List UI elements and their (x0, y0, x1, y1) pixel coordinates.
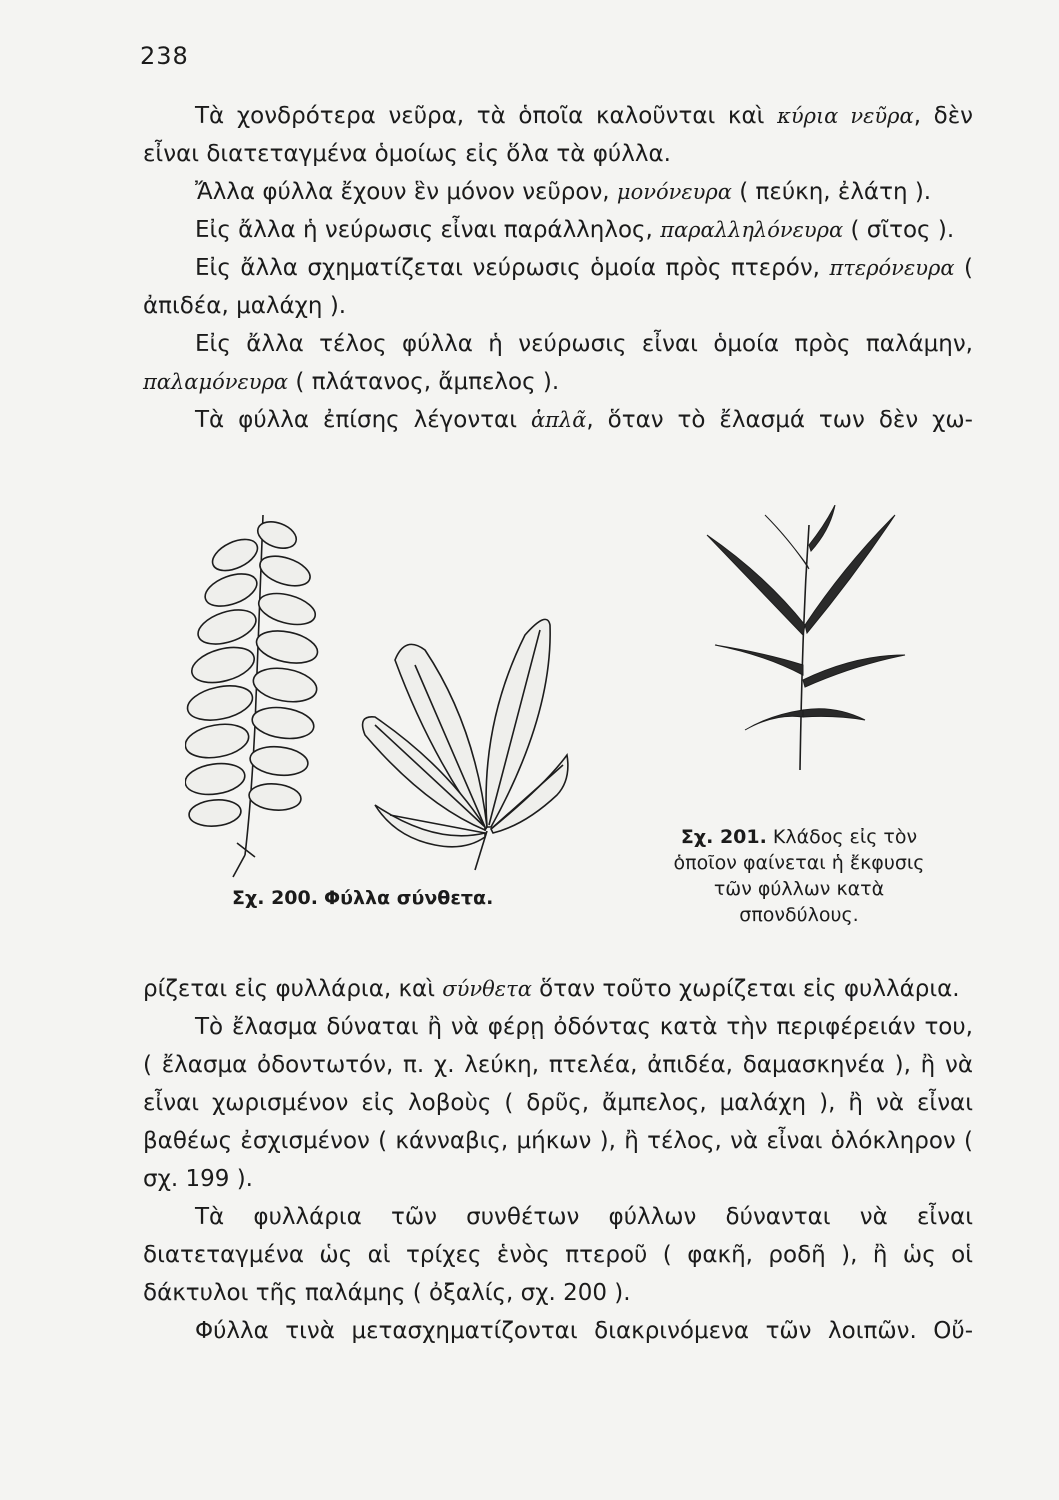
top-text-block (143, 97, 973, 439)
figure-200-number: Σχ. 200. (232, 887, 318, 909)
paragraph-main-veins: Τὰ χονδρότερα νεῦρα, τὰ ὁποῖα καλοῦνται καὶ κύρια νεῦρα, δὲν εἶναι διατεταγμένα ὁμοίως εἰς ὅλα τὰ φύλλα. (143, 103, 973, 167)
figure-200-caption (232, 885, 493, 911)
figure-201-title: Κλάδος εἰς τὸν ὁποῖον φαίνεται ἡ ἔκφυσις τῶν φύλλων κατὰ σπονδύλους. (673, 826, 925, 926)
paragraph-single-vein: Ἄλλα φύλλα ἔχουν ἓν μόνον νεῦρον, μονόνευρα ( πεύκη, ἐλάτη ). (195, 179, 932, 205)
whorled-branch-illustration (685, 505, 915, 775)
figure-201-number: Σχ. 201. (680, 826, 767, 848)
paragraph-simple-leaves: Τὰ φύλλα ἐπίσης λέγονται ἁπλᾶ, ὅταν τὸ ἔλασμά των δὲν χω- (195, 407, 973, 433)
figure-200-title: Φύλλα σύνθετα. (324, 887, 494, 909)
paragraph-compound-leaves: ρίζεται εἰς φυλλάρια, καὶ σύνθετα ὅταν τοῦτο χωρίζεται εἰς φυλλάρια. (143, 976, 960, 1002)
bottom-text-block (143, 970, 973, 1350)
pinnate-compound-leaf-illustration (185, 505, 325, 885)
paragraph-blade-margins: Τὸ ἔλασμα δύναται ἢ νὰ φέρῃ ὀδόντας κατὰ τὴν περιφέρειάν του, ( ἔλασμα ὀδοντωτόν, π. χ. λεύκη, πτελέα, ἀπιδέα, δαμασκηνέα ), ἢ νὰ εἶναι χωρισμένον εἰς λοβοὺς ( δρῦς, ἄμπελος, μαλάχη ), ἢ νὰ εἶναι βαθέως ἐσχισμένον ( κάνναβις, μήκων ), ἢ τέλος, νὰ εἶναι ὁλόκληρον ( σχ. 199 ). (143, 1014, 973, 1192)
page-number: 238 (140, 42, 189, 70)
figure-201-caption (668, 824, 930, 928)
paragraph-palmate-vein: Εἰς ἄλλα τέλος φύλλα ἡ νεύρωσις εἶναι ὁμοία πρὸς παλάμην, παλαμόνευρα ( πλάτανος, ἄμπελος ). (143, 331, 973, 395)
paragraph-transformed-leaves: Φύλλα τινὰ μετασχηματίζονται διακρινόμενα τῶν λοιπῶν. Οὔ- (195, 1318, 973, 1344)
palmate-compound-leaf-illustration (335, 605, 570, 875)
paragraph-parallel-vein: Εἰς ἄλλα ἡ νεύρωσις εἶναι παράλληλος, παραλληλόνευρα ( σῖτος ). (195, 217, 955, 243)
paragraph-pinnate-vein: Εἰς ἄλλα σχηματίζεται νεύρωσις ὁμοία πρὸς πτερόν, πτερόνευρα ( ἀπιδέα, μαλάχη ). (143, 255, 973, 319)
paragraph-leaflet-arrangement: Τὰ φυλλάρια τῶν συνθέτων φύλλων δύνανται νὰ εἶναι διατεταγμένα ὡς αἱ τρίχες ἑνὸς πτεροῦ ( φακῆ, ροδῆ ), ἢ ὡς οἱ δάκτυλοι τῆς παλάμης ( ὀξαλίς, σχ. 200 ). (143, 1204, 973, 1306)
